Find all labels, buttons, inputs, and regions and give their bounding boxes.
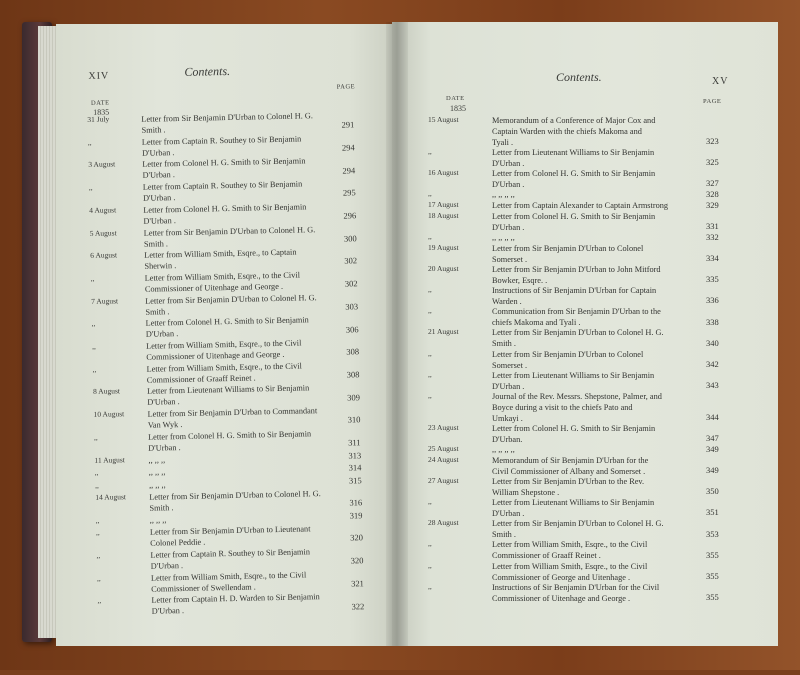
entry-title: Letter from Colonel H. G. Smith to Sir Benjamin D'Urban .: [143, 202, 307, 226]
entry-title: Letter from Sir Benjamin D'Urban to Colonel H. G. Smith .: [492, 519, 664, 540]
entry-title: Instructions of Sir Benjamin D'Urban for the Civil Commissioner of Uitenhage and George .: [492, 582, 660, 603]
entry-date: ,,: [428, 539, 432, 549]
entry-date: 7 August: [91, 295, 119, 306]
entry-page-number: 343: [706, 380, 719, 391]
entry-date: 24 August: [428, 454, 459, 464]
entry-page-number: 342: [706, 359, 719, 369]
entry-title: ,, ,, ,, ,,: [492, 232, 515, 242]
entry-date: ,,: [428, 497, 432, 506]
entry-title: Letter from Sir Benjamin D'Urban to Colonel H. G. Smith .: [149, 489, 321, 513]
entry-page-number: 303: [345, 301, 359, 312]
entry-title: Letter from Sir Benjamin D'Urban to Lieutenant Colonel Peddie .: [149, 524, 311, 548]
entry-date: ,,: [428, 348, 432, 358]
entry-date: ,,: [91, 319, 96, 329]
entry-date: ,,: [88, 182, 93, 193]
entry-title: Letter from William Smith, Esqre., to the Civil Commissioner of Uitenhage and George .: [146, 338, 302, 362]
entry-date: ,,: [428, 231, 432, 241]
entry-page-number: 294: [341, 142, 355, 153]
entry-page-number: 349: [706, 465, 719, 475]
entry-date: ,,: [97, 596, 102, 606]
entry-title: Letter from Sir Benjamin D'Urban to the Rev. William Shepstone .: [492, 476, 645, 497]
entry-title: Letter from Sir Benjamin D'Urban to Colonel H. G. Smith .: [492, 328, 664, 349]
entry-date: ,,: [428, 189, 432, 198]
entry-title: Memorandum of Sir Benjamin D'Urban for the Civil Commissioner of Albany and Somerset .: [492, 455, 649, 476]
entry-date: ,,: [428, 391, 432, 400]
left-page-column-header: PAGE: [336, 83, 356, 91]
entry-title: Letter from Captain R. Southey to Sir Benjamin D'Urban .: [150, 547, 311, 571]
entry-page-number: 308: [346, 369, 360, 380]
entry-title: Letter from William Smith, Esqre., to Captain Sherwin .: [144, 247, 297, 271]
entry-title: Journal of the Rev. Messrs. Shepstone, Palmer, and Boyce during a visit to the chiefs Pato and Umkayi .: [492, 392, 662, 423]
entry-date: ,,: [96, 573, 101, 583]
entry-page-number: 351: [706, 507, 719, 518]
entry-page-number: 328: [706, 189, 719, 199]
left-year: 1835: [93, 107, 110, 117]
entry-page-number: 355: [706, 549, 719, 560]
entry-date: 10 August: [93, 409, 125, 419]
entry-date: ,,: [90, 273, 95, 283]
entry-date: 17 August: [428, 199, 459, 209]
entry-title: Letter from Colonel H. G. Smith to Sir Benjamin D'Urban.: [492, 423, 656, 444]
entry-date: ,,: [93, 432, 98, 442]
entry-date: 25 August: [428, 443, 459, 453]
entry-title: Communication from Sir Benjamin D'Urban to the chiefs Makoma and Tyali .: [492, 307, 661, 328]
entry-title: Letter from William Smith, Esqre., to the Civil Commissioner of George and Uitenhage .: [492, 561, 648, 582]
entry-date: ,,: [94, 467, 99, 477]
entry-title: ,, ,, ,,: [148, 479, 166, 490]
entry-date: ,,: [428, 560, 432, 570]
entry-date: ,,: [96, 550, 101, 560]
entry-page-number: 332: [706, 231, 719, 242]
entry-page-number: 325: [706, 157, 719, 167]
entry-page-number: 311: [348, 437, 361, 448]
entry-page-number: 349: [706, 443, 719, 454]
entry-page-number: 321: [351, 578, 364, 589]
right-date-column-header: DATE: [446, 95, 465, 102]
entry-date: 15 August: [428, 115, 459, 124]
entry-date: 3 August: [88, 159, 116, 170]
left-running-head: Contents.: [184, 63, 231, 79]
entry-page-number: 331: [706, 221, 719, 231]
entry-page-number: 308: [346, 346, 360, 357]
entry-title: Letter from Lieutenant Williams to Sir Benjamin D'Urban .: [492, 147, 655, 168]
entry-date: 16 August: [428, 167, 459, 177]
entry-page-number: 302: [344, 278, 358, 289]
entry-page-number: 338: [706, 316, 719, 327]
entry-title: Letter from Colonel H. G. Smith to Sir Benjamin D'Urban .: [147, 429, 312, 453]
entry-date: 19 August: [428, 242, 459, 252]
entry-date: ,,: [428, 285, 432, 294]
entry-page-number: 322: [351, 600, 365, 612]
entry-page-number: 336: [706, 295, 719, 306]
entry-page-number: 323: [706, 135, 719, 146]
entry-date: 28 August: [428, 518, 459, 528]
entry-date: ,,: [94, 480, 99, 490]
entry-title: Letter from William Smith, Esqre., to the Civil Commissioner of Swellendam .: [150, 570, 307, 594]
entry-title: ,, ,, ,,: [148, 467, 166, 477]
entry-date: ,,: [428, 581, 432, 591]
entry-title: Letter from William Smith, Esqre., to the Civil Commissioner of Uitenhage and George .: [144, 270, 301, 294]
entry-page-number: 355: [706, 592, 719, 603]
entry-page-number: 350: [706, 486, 719, 497]
entry-title: ,, ,, ,,: [149, 515, 167, 525]
entry-date: 18 August: [428, 210, 459, 220]
entry-page-number: 294: [342, 164, 356, 176]
entry-title: Memorandum of a Conference of Major Cox and Captain Warden with the chiefs Makoma and Tyali .: [492, 116, 656, 147]
entry-page-number: 315: [348, 474, 362, 486]
entry-date: 21 August: [428, 327, 459, 337]
entry-title: Letter from Sir Benjamin D'Urban to Colonel H. G. Smith .: [145, 292, 317, 317]
entry-date: ,,: [428, 146, 432, 156]
entry-date: ,,: [92, 341, 96, 351]
entry-date: ,,: [95, 515, 100, 525]
entry-page-number: 320: [350, 532, 364, 543]
entry-title: Letter from Sir Benjamin D'Urban to Colonel H. G. Smith .: [141, 111, 313, 135]
entry-date: 27 August: [428, 475, 459, 485]
entry-date: 6 August: [90, 250, 118, 261]
entry-page-number: 309: [347, 391, 361, 403]
entry-title: Letter from Lieutenant Williams to Sir Benjamin D'Urban .: [492, 498, 655, 518]
entry-page-number: 320: [350, 555, 364, 566]
entry-date: ,,: [92, 364, 97, 374]
entry-page-number: 300: [343, 233, 357, 244]
entry-date: 14 August: [95, 492, 126, 502]
entry-title: Instructions of Sir Benjamin D'Urban for Captain Warden .: [492, 286, 657, 306]
entry-title: Letter from Sir Benjamin D'Urban to Colonel Somerset .: [492, 243, 644, 264]
entry-title: Letter from Lieutenant Williams to Sir Benjamin D'Urban .: [146, 383, 310, 408]
entry-title: Letter from Colonel H. G. Smith to Sir Benjamin D'Urban .: [142, 156, 306, 181]
entry-title: ,, ,, ,, ,,: [492, 190, 515, 199]
entry-page-number: 347: [706, 433, 719, 443]
entry-date: 5 August: [89, 227, 117, 238]
entry-title: Letter from William Smith, Esqre., to the Civil Commissioner of Graaff Reinet .: [492, 540, 648, 561]
entry-title: Letter from Captain Alexander to Captain Armstrong: [492, 200, 669, 210]
entry-date: ,,: [428, 306, 432, 316]
entry-page-number: 353: [706, 528, 719, 539]
entry-title: ,, ,, ,,: [148, 454, 166, 465]
left-page-number: XIV: [88, 70, 110, 82]
entry-page-number: 313: [348, 449, 362, 461]
right-page-column-header: PAGE: [703, 98, 722, 105]
entry-date: 23 August: [428, 422, 459, 432]
entry-page-number: 344: [706, 411, 719, 422]
entry-title: Letter from William Smith, Esqre., to the Civil Commissioner of Graaff Reinet .: [146, 361, 302, 385]
left-date-column-header: DATE: [90, 99, 110, 107]
entry-title: Letter from Sir Benjamin D'Urban to John Mitford Bowker, Esqre. .: [492, 264, 661, 285]
entry-page-number: 295: [342, 187, 356, 198]
entry-page-number: 355: [706, 571, 719, 581]
entry-page-number: 329: [706, 199, 719, 210]
entry-date: 31 July: [87, 114, 110, 124]
entry-title: Letter from Lieutenant Williams to Sir Benjamin D'Urban .: [492, 370, 655, 391]
right-year: 1835: [450, 104, 466, 113]
entry-page-number: 335: [706, 274, 719, 285]
entry-title: Letter from Sir Benjamin D'Urban to Colonel Somerset .: [492, 349, 644, 370]
entry-title: Letter from Colonel H. G. Smith to Sir Benjamin D'Urban .: [492, 211, 656, 232]
entry-page-number: 291: [341, 119, 355, 130]
entry-title: Letter from Colonel H. G. Smith to Sir Benjamin D'Urban .: [145, 315, 309, 340]
entry-date: 20 August: [428, 263, 459, 273]
entry-page-number: 302: [344, 255, 358, 266]
right-running-head: Contents.: [556, 70, 602, 84]
entry-title: Letter from Captain H. D. Warden to Sir Benjamin D'Urban .: [151, 592, 320, 616]
entry-page-number: 334: [706, 253, 719, 263]
entry-date: 8 August: [92, 386, 121, 397]
entry-page-number: 319: [349, 509, 363, 521]
entry-title: Letter from Captain R. Southey to Sir Benjamin D'Urban .: [142, 179, 303, 203]
entry-page-number: 296: [343, 210, 357, 221]
entry-title: Letter from Sir Benjamin D'Urban to Colonel H. G. Smith .: [143, 224, 316, 249]
entry-page-number: 316: [349, 497, 363, 508]
entry-page-number: 306: [345, 323, 359, 335]
entry-date: ,,: [428, 369, 432, 379]
entry-page-number: 327: [706, 178, 719, 189]
entry-title: Letter from Colonel H. G. Smith to Sir Benjamin D'Urban .: [492, 168, 656, 189]
entry-page-number: 340: [706, 337, 719, 348]
entry-date: ,,: [95, 527, 100, 538]
entry-page-number: 314: [348, 462, 362, 473]
entry-date: 4 August: [89, 205, 117, 215]
entry-date: 11 August: [94, 454, 125, 465]
entry-title: Letter from Captain R. Southey to Sir Benjamin D'Urban .: [141, 134, 302, 158]
entry-title: ,, ,, ,, ,,: [492, 444, 515, 454]
entry-page-number: 310: [347, 414, 361, 425]
entry-date: ,,: [87, 137, 92, 147]
entry-title: Letter from Sir Benjamin D'Urban to Commandant Van Wyk .: [147, 406, 318, 430]
right-page-number: XV: [712, 76, 729, 87]
